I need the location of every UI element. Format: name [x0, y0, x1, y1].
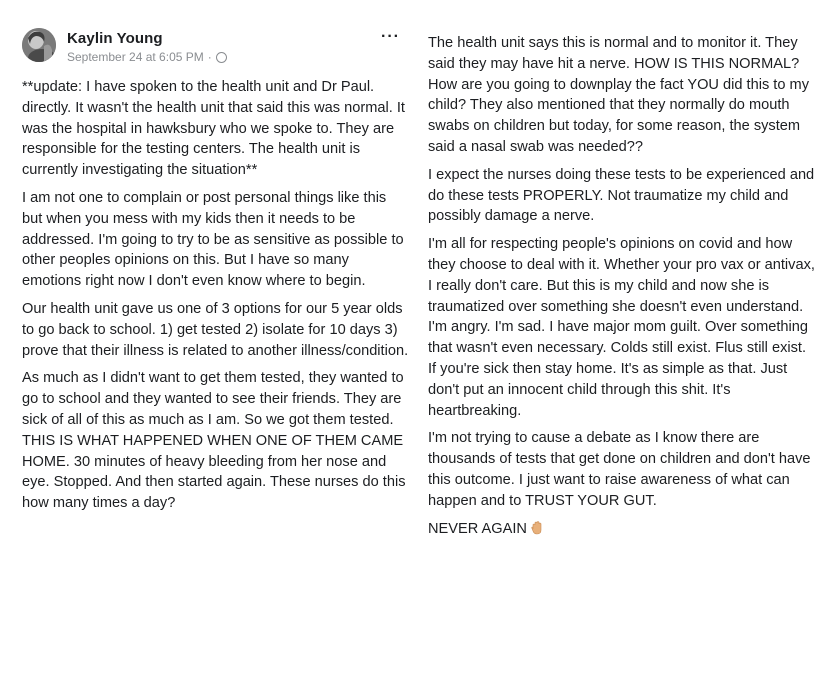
post-paragraph: Our health unit gave us one of 3 options for our 5 year olds to go back to school. 1) get tested 2) isolate for 10 days 3) prove that their illness is related to another illness/condition.: [22, 300, 409, 359]
post-paragraph: As much as I didn't want to get them tested, they wanted to go to school and they wanted to see their friends. They are sick of all of this as much as I am. So we got them tested. THIS IS WHAT HAPPENED WHEN ONE OF THEM CAME HOME. 30 minutes of heavy bleeding from her nose and eye. Stopped. And then started again. These nurses do this how many times a day?: [22, 370, 406, 512]
post-paragraph: The health unit says this is normal and to monitor it. They said they may have hit a nerve. HOW IS THIS NORMAL? How are you going to downplay the fact YOU did this to my child? They also mentioned that they normally do mouth swabs on children but today, for some reason, the system said a nasal swab was needed??: [428, 35, 809, 155]
post-paragraph: **update: I have spoken to the health unit and Dr Paul. directly. It wasn't the health unit that said this was normal. It was the hospital in hawksbury who we spoke to. They are responsible for the testing centers. The health unit is currently investigating the situation**: [22, 79, 405, 179]
globe-icon[interactable]: [216, 52, 227, 63]
avatar[interactable]: [22, 28, 56, 62]
author-name[interactable]: Kaylin Young: [67, 30, 163, 47]
post-meta: [67, 50, 227, 64]
post-left-column: [22, 0, 410, 521]
closing-text: NEVER AGAIN: [428, 520, 527, 537]
post-timestamp[interactable]: September 24 at 6:05 PM: [67, 50, 204, 64]
waving-hand-icon: [531, 521, 543, 535]
meta-separator: ·: [207, 50, 212, 64]
more-options-icon[interactable]: ···: [381, 28, 400, 45]
post-closing: [428, 519, 816, 540]
post-paragraph: I'm not trying to cause a debate as I know there are thousands of tests that get done on children and don't have this outcome. I just want to raise awareness of what can happen and to TRUST YOUR GUT.: [428, 430, 811, 509]
post-paragraph: I'm all for respecting people's opinions on covid and how they choose to deal with it. Whether your pro vax or antivax, I really don't care. But this is my child and now she is traumatized over something she doesn't even understand. I'm angry. I'm sad. I have major mom guilt. Over something that wasn't even necessary. Colds still exist. Flus still exist. If you're sick then stay home. It's as simple as that. Just don't put an innocent child through this shit. It's heartbreaking.: [428, 236, 815, 419]
post-paragraph: I expect the nurses doing these tests to be experienced and do these tests PROPERLY. Not traumatize my child and possibly damage a nerve.: [428, 166, 815, 225]
post-right-column: [428, 33, 816, 546]
post-paragraph: I am not one to complain or post personal things like this but when you mess with my kids then it needs to be addressed. I'm going to try to be as sensitive as possible to other peoples opinions on this. But I have so many emotions right now I don't even know where to begin.: [22, 189, 404, 290]
profile-photo-icon: [22, 28, 56, 62]
post-header: [22, 0, 410, 64]
